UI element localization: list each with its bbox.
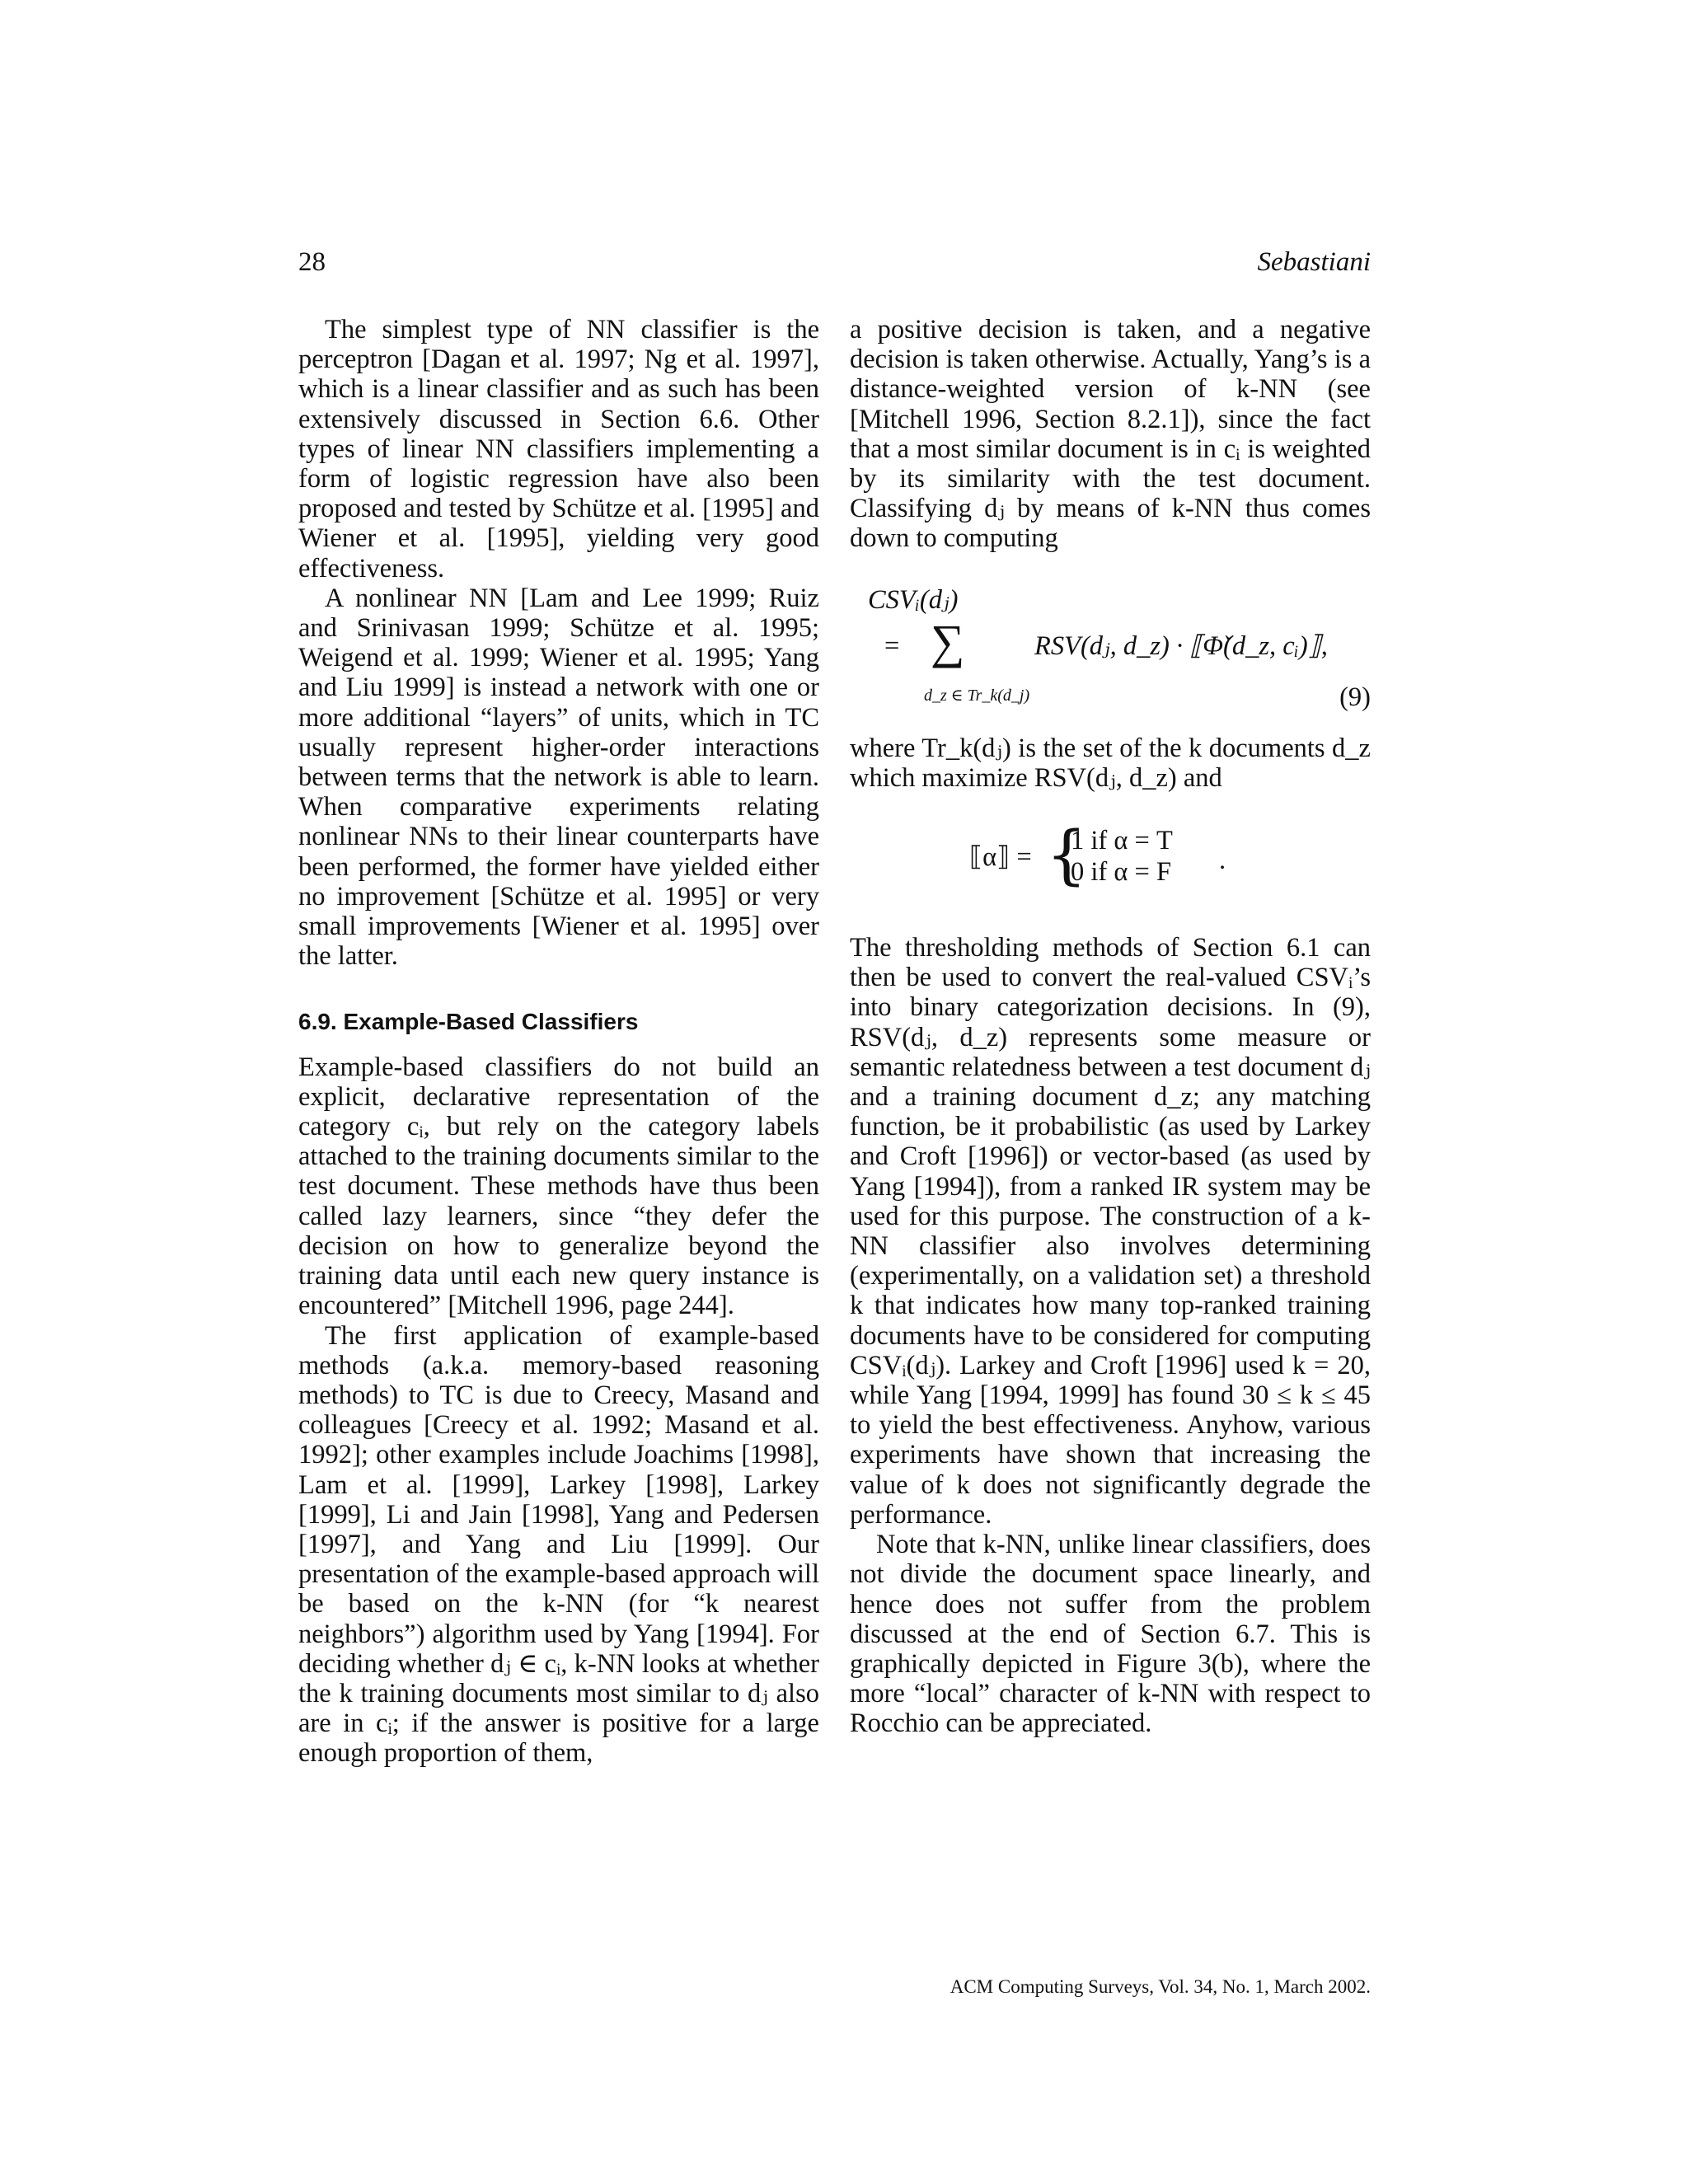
summation-symbol: ∑ <box>931 614 965 668</box>
paragraph-tr-definition: where Tr_k(dⱼ) is the set of the k documents d_z which maximize RSV(dⱼ, d_z) and <box>850 733 1371 793</box>
section-heading: 6.9. Example-Based Classifiers <box>298 1009 639 1035</box>
equation-rhs: RSV(dⱼ, d_z) · ⟦Φ̌(d_z, cᵢ)⟧, <box>1034 630 1328 661</box>
equation-number: (9) <box>1339 682 1371 712</box>
indicator-lhs: ⟦α⟧ = <box>969 842 1032 873</box>
indicator-function <box>850 818 1371 900</box>
equation-equals: = <box>884 630 900 661</box>
paragraph-example-based-intro: Example-based classifiers do not build an explicit, declarative representation of the category cᵢ, but rely on the category labels attached to the training documents similar to the test document. These methods have thus been called lazy learners, since “they defer the decision on how to generalize beyond the training data until each new query instance is encountered” [Mitchell 1996, page 244]. <box>298 1052 819 1321</box>
left-column <box>298 315 819 1769</box>
indicator-case-true: 1 if α = T <box>1071 826 1173 856</box>
paragraph-thresholding: The thresholding methods of Section 6.1 can then be used to convert the real-valued CSVᵢ’s into binary categorization decisions. In (9), RSV(dⱼ, d_z) represents some measure or semantic relatedness between a test document dⱼ and a training document d_z; any matching function, be it probabilistic (as used by Larkey and Croft [1996]) or vector-based (as used by Yang [1994]), from a ranked IR system may be used for this purpose. The construction of a k-NN classifier also involves determining (experimentally, on a validation set) a threshold k that indicates how many top-ranked training documents have to be considered for computing CSVᵢ(dⱼ). Larkey and Croft [1996] used k = 20, while Yang [1994, 1999] has found 30 ≤ k ≤ 45 to yield the best effectiveness. Anyhow, various experiments have shown that increasing the value of k does not significantly degrade the performance. <box>850 933 1371 1530</box>
summation-subscript: d_z ∈ Tr_k(d_j) <box>924 686 1030 705</box>
paragraph-knn-decision: a positive decision is taken, and a negative decision is taken otherwise. Actually, Yang’s is a distance-weighted version of k-NN (see [Mitchell 1996, Section 8.2.1]), since the fact that a most similar document is in cᵢ is weighted by its similarity with the test document. Classifying dⱼ by means of k-NN thus comes down to computing <box>850 315 1371 554</box>
equation-9 <box>850 585 1371 717</box>
page-number: 28 <box>298 247 326 277</box>
paragraph-nonlinear-nn: A nonlinear NN [Lam and Lee 1999; Ruiz and Srinivasan 1999; Schütze et al. 1995; Weigend et al. 1999; Wiener et al. 1995; Yang and Liu 1999] is instead a network with one or more additional “layers” of units, which in TC usually represent higher-order interactions between terms that the network is able to learn. When comparative experiments relating nonlinear NNs to their linear counterparts have been performed, the former have yielded either no improvement [Schütze et al. 1995] or very small improvements [Wiener et al. 1995] over the latter. <box>298 583 819 972</box>
right-column <box>850 315 1371 1739</box>
paragraph-nn-perceptron: The simplest type of NN classifier is the perceptron [Dagan et al. 1997; Ng et al. 1997], which is a linear classifier and as such has been extensively discussed in Section 6.6. Other types of linear NN classifiers implementing a form of logistic regression have also been proposed and tested by Schütze et al. [1995] and Wiener et al. [1995], yielding very good effectiveness. <box>298 315 819 583</box>
paragraph-knn-nonlinear: Note that k-NN, unlike linear classifiers, does not divide the document space linearly, and hence does not suffer from the problem discussed at the end of Section 6.7. This is graphically depicted in Figure 3(b), where the more “local” character of k-NN with respect to Rocchio can be appreciated. <box>850 1530 1371 1739</box>
indicator-period: . <box>1219 846 1226 876</box>
equation-lhs: CSVᵢ(dⱼ) <box>868 584 959 615</box>
paragraph-knn-first-application: The first application of example-based methods (a.k.a. memory-based reasoning methods) to TC is due to Creecy, Masand and colleagues [Creecy et al. 1992; Masand et al. 1992]; other examples include Joachims [1998], Lam et al. [1999], Larkey [1998], Larkey [1999], Li and Jain [1998], Yang and Pedersen [1997], and Yang and Liu [1999]. Our presentation of the example-based approach will be based on the k-NN (for “k nearest neighbors”) algorithm used by Yang [1994]. For deciding whether dⱼ ∈ cᵢ, k-NN looks at whether the k training documents most similar to dⱼ also are in cᵢ; if the answer is positive for a large enough proportion of them, <box>298 1320 819 1769</box>
left-brace: { <box>1046 818 1087 893</box>
running-head: Sebastiani <box>1257 247 1371 277</box>
journal-footer: ACM Computing Surveys, Vol. 34, No. 1, March 2002. <box>950 1976 1371 1997</box>
indicator-case-false: 0 if α = F <box>1071 857 1172 888</box>
